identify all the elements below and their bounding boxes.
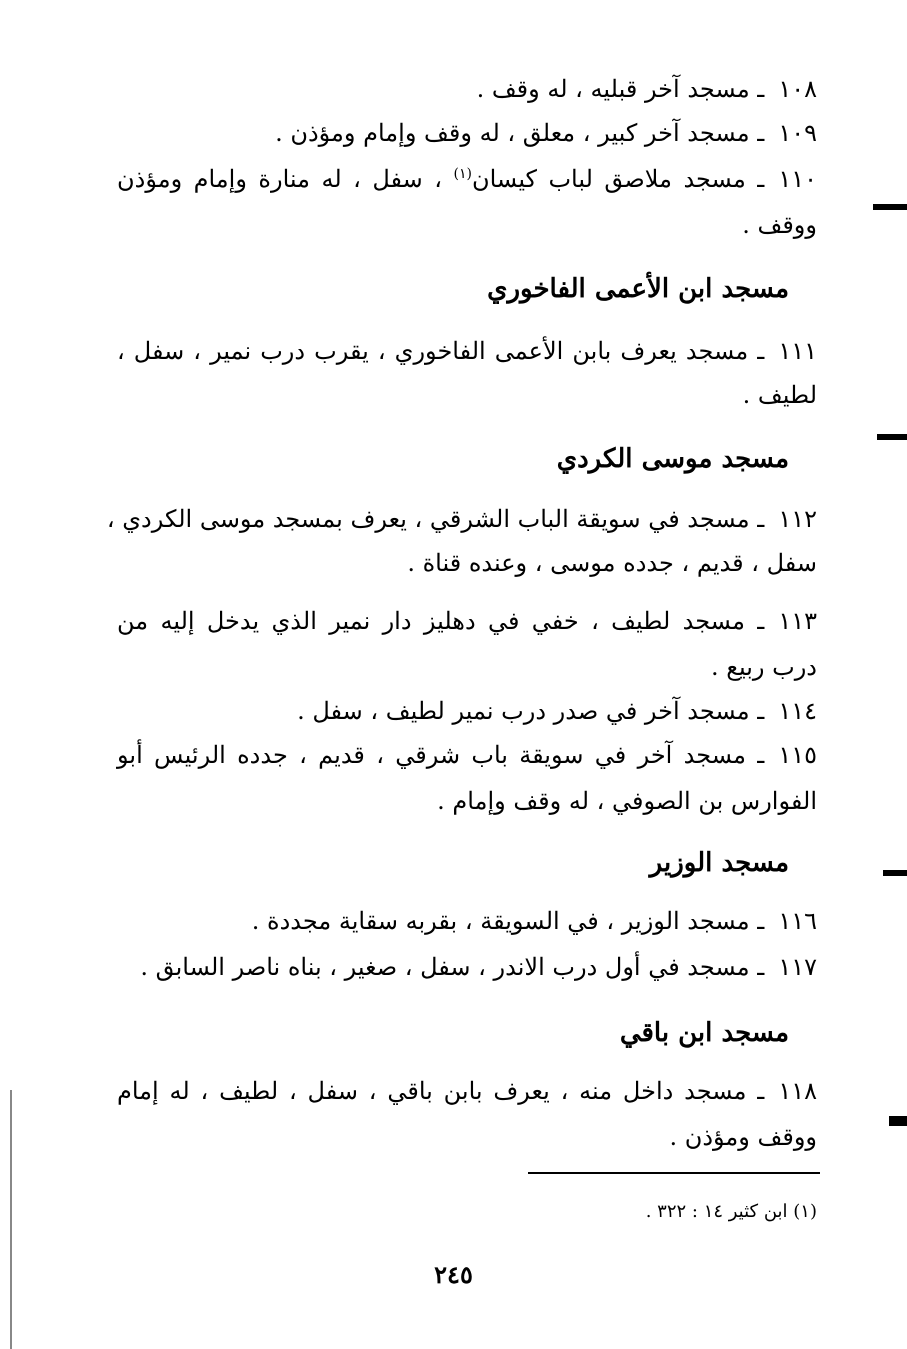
scan-edge-mark [889, 1116, 907, 1126]
entry-114 [117, 694, 817, 728]
entry-text: ـ مسجد في أول درب الاندر ، سفل ، صغير ، بناه ناصر السابق . [140, 953, 765, 981]
scan-edge-mark [877, 434, 907, 440]
entry-108 [117, 72, 817, 106]
entry-number: ١١١ [778, 337, 817, 365]
section-heading: مسجد موسى الكردي [556, 444, 789, 474]
entry-number: ١١٤ [778, 697, 817, 725]
entry-113 [117, 604, 817, 638]
entry-118 [117, 1074, 817, 1108]
entry-text: ـ مسجد الوزير ، في السويقة ، بقربه سقاية مجددة . [251, 907, 765, 935]
entry-115 [117, 738, 817, 772]
section-heading: مسجد ابن الأعمى الفاخوري [487, 274, 789, 304]
entry-112 [106, 502, 817, 536]
entry-text: ـ مسجد يعرف بابن الأعمى الفاخوري ، يقرب درب نمير ، سفل ، [117, 337, 765, 365]
entry-text: ـ مسجد آخر قبليه ، له وقف . [476, 75, 765, 103]
section-heading: مسجد الوزير [649, 848, 789, 878]
entry-number: ١٠٩ [778, 119, 817, 147]
entry-text: ـ مسجد داخل منه ، يعرف بابن باقي ، سفل ، لطيف ، له إمام [117, 1077, 765, 1105]
entry-text: لطيف . [742, 381, 817, 409]
footnote: (١) ابن كثير ١٤ : ٣٢٢ . [645, 1201, 817, 1222]
footnote-divider [528, 1172, 820, 1174]
entry-number: ١١٨ [778, 1077, 817, 1105]
scan-edge-mark [883, 870, 907, 876]
entry-116 [117, 904, 817, 938]
entry-117 [117, 950, 817, 984]
entry-text: سفل ، قديم ، جدده موسى ، وعنده قناة . [407, 549, 817, 577]
entry-number: ١١٦ [778, 907, 817, 935]
entry-109 [117, 116, 817, 150]
entry-text: الفوارس بن الصوفي ، له وقف وإمام . [437, 787, 817, 815]
entry-number: ١١٣ [778, 607, 817, 635]
entry-113-continuation [117, 650, 817, 684]
entry-number: ١١٥ [778, 741, 817, 769]
entry-text: درب ربيع . [710, 653, 817, 681]
entry-number: ١١٠ [778, 165, 817, 193]
entry-110 [117, 162, 817, 196]
entry-text: ـ مسجد آخر كبير ، معلق ، له وقف وإمام ومؤذن . [275, 119, 765, 147]
entry-text: ، سفل ، له منارة وإمام ومؤذن [117, 165, 443, 193]
page-number: ٢٤٥ [434, 1260, 473, 1289]
entry-text: ووقف . [742, 211, 817, 239]
entry-number: ١١٧ [778, 953, 817, 981]
entry-number: ١١٢ [778, 505, 817, 533]
entry-text: ووقف ومؤذن . [669, 1123, 817, 1151]
entry-text: ـ مسجد آخر في صدر درب نمير لطيف ، سفل . [297, 697, 765, 725]
entry-111 [117, 334, 817, 368]
scan-edge-mark [873, 204, 907, 210]
section-heading: مسجد ابن باقي [619, 1018, 789, 1048]
entry-text: ـ مسجد ملاصق لباب كيسان [471, 165, 765, 193]
entry-110-continuation [117, 208, 817, 242]
entry-number: ١٠٨ [778, 75, 817, 103]
entry-118-continuation [117, 1120, 817, 1154]
scan-margin-line [10, 1090, 12, 1349]
entry-112-continuation [117, 546, 817, 580]
entry-111-continuation [117, 378, 817, 412]
entry-115-continuation [117, 784, 817, 818]
footnote-reference: (١) [453, 166, 472, 182]
entry-text: ـ مسجد لطيف ، خفي في دهليز دار نمير الذي يدخل إليه من [117, 607, 765, 635]
entry-text: ـ مسجد آخر في سويقة باب شرقي ، قديم ، جدده الرئيس أبو [117, 741, 765, 769]
entry-text: ـ مسجد في سويقة الباب الشرقي ، يعرف بمسجد موسى الكردي ، [106, 505, 765, 533]
